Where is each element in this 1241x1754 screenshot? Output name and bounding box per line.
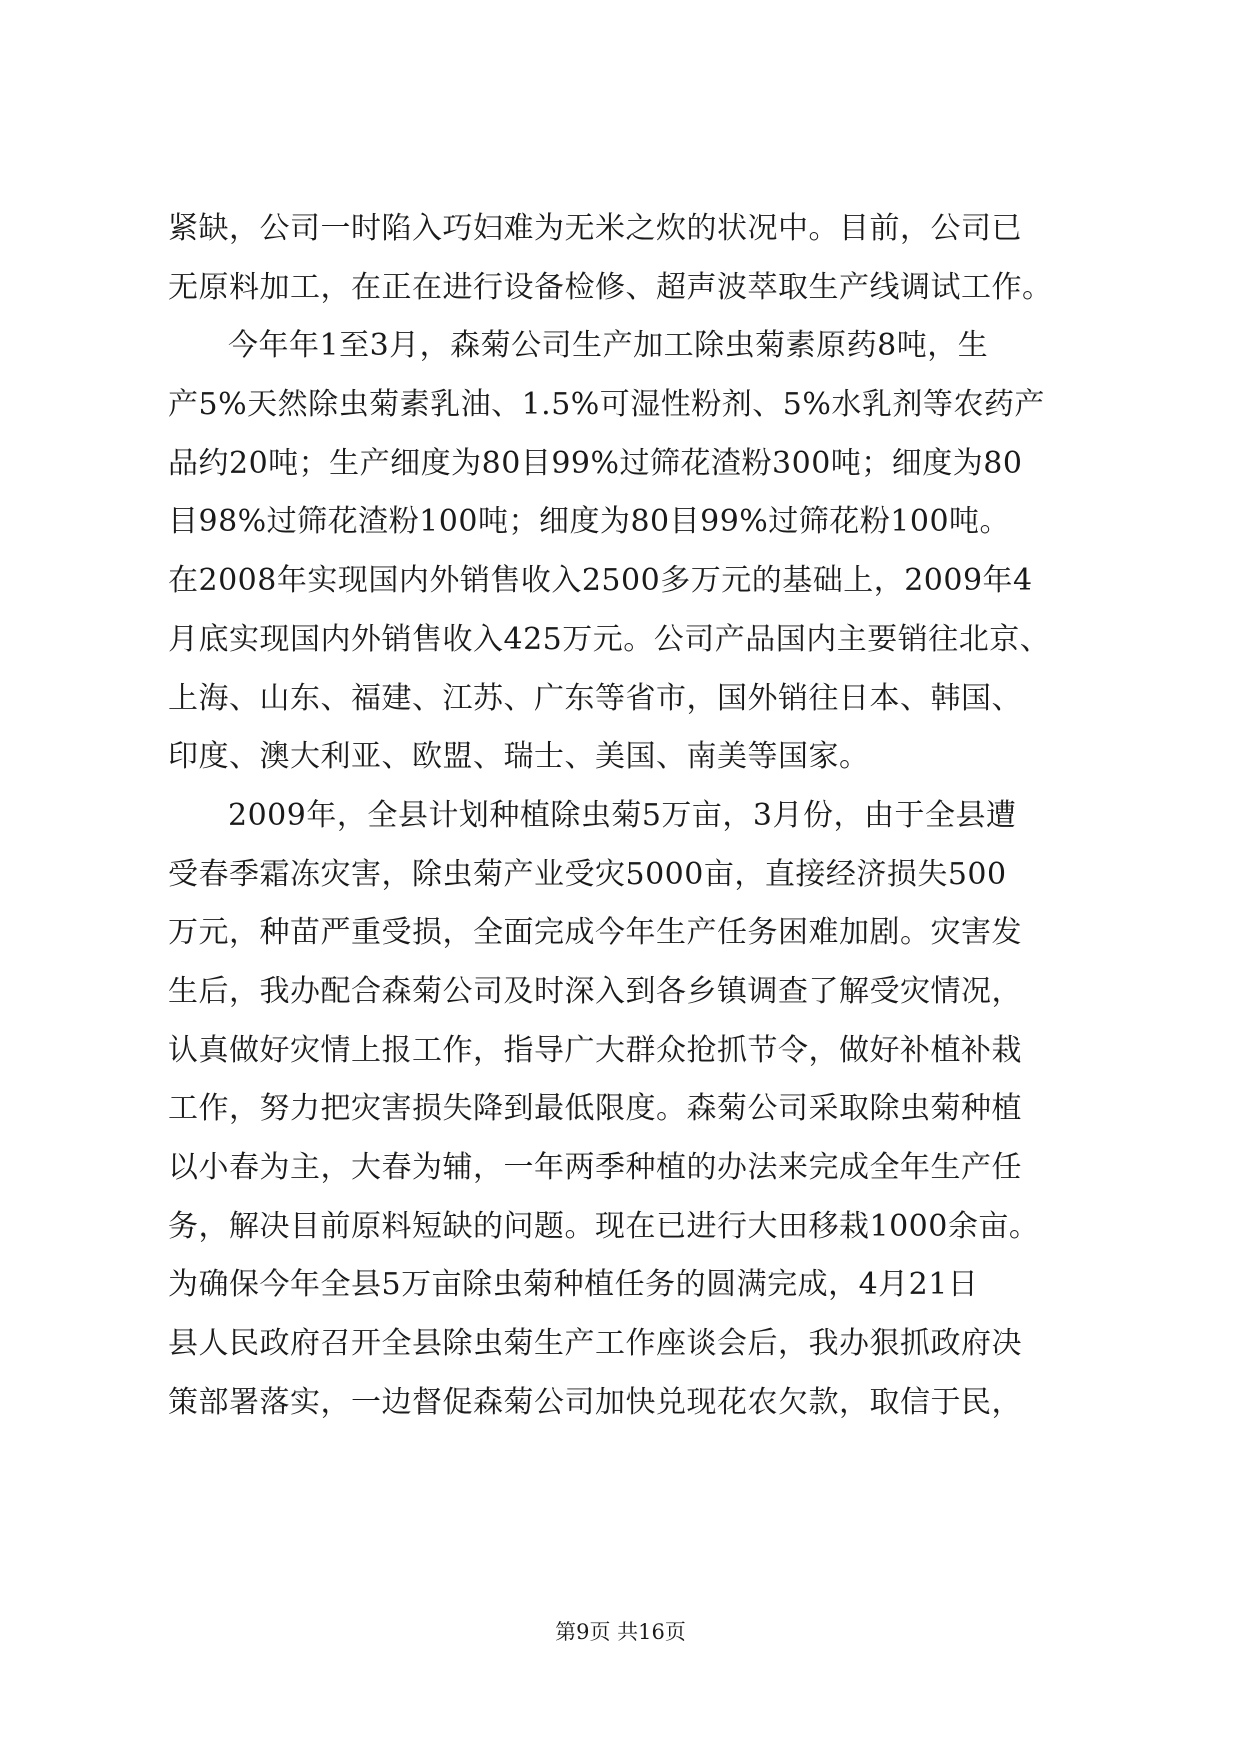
text-line: 以小春为主，大春为辅，一年两季种植的办法来完成全年生产任 (168, 1150, 1022, 1185)
text-line: 在2008年实现国内外销售收入2500多万元的基础上，2009年4 (168, 563, 1033, 599)
paragraph-start-line: 2009年，全县计划种植除虫菊5万亩，3月份，由于全县遭 (228, 797, 1017, 833)
text-line: 月底实现国内外销售收入425万元。公司产品国内主要销往北京、 (168, 621, 1051, 657)
text-line: 策部署落实，一边督促森菊公司加快兑现花农欠款，取信于民， (168, 1384, 1022, 1420)
text-line: 县人民政府召开全县除虫菊生产工作座谈会后，我办狠抓政府决 (168, 1326, 1022, 1362)
paragraph-start-line: 今年年1至3月，森菊公司生产加工除虫菊素原药8吨，生 (228, 328, 989, 364)
text-line: 生后，我办配合森菊公司及时深入到各乡镇调查了解受灾情况， (168, 973, 1022, 1009)
body-text (168, 200, 1078, 1432)
text-line: 工作，努力把灾害损失降到最低限度。森菊公司采取除虫菊种植 (168, 1091, 1022, 1127)
text-line: 紧缺，公司一时陷入巧妇难为无米之炊的状况中。目前，公司已 (168, 211, 1022, 246)
text-line: 上海、山东、福建、江苏、广东等省市，国外销往日本、韩国、 (168, 680, 1022, 716)
text-line: 为确保今年全县5万亩除虫菊种植任务的圆满完成，4月21日 (168, 1267, 979, 1303)
text-line: 产5%天然除虫菊素乳油、1.5%可湿性粉剂、5%水乳剂等农药产 (168, 387, 1045, 423)
page-number-footer: 第9页 共16页 (555, 1620, 686, 1644)
text-line: 受春季霜冻灾害，除虫菊产业受灾5000亩，直接经济损失500 (168, 856, 1007, 892)
text-line: 务，解决目前原料短缺的问题。现在已进行大田移栽1000余亩。 (168, 1208, 1040, 1244)
text-line: 目98%过筛花渣粉100吨；细度为80目99%过筛花粉100吨。 (168, 504, 1011, 540)
text-line: 印度、澳大利亚、欧盟、瑞士、美国、南美等国家。 (168, 739, 870, 775)
text-line: 无原料加工，在正在进行设备检修、超声波萃取生产线调试工作。 (168, 269, 1053, 305)
text-line: 万元，种苗严重受损，全面完成今年生产任务困难加剧。灾害发 (168, 915, 1022, 951)
text-line: 品约20吨；生产细度为80目99%过筛花渣粉300吨；细度为80 (168, 445, 1023, 481)
text-line: 认真做好灾情上报工作，指导广大群众抢抓节令，做好补植补栽 (168, 1032, 1022, 1068)
